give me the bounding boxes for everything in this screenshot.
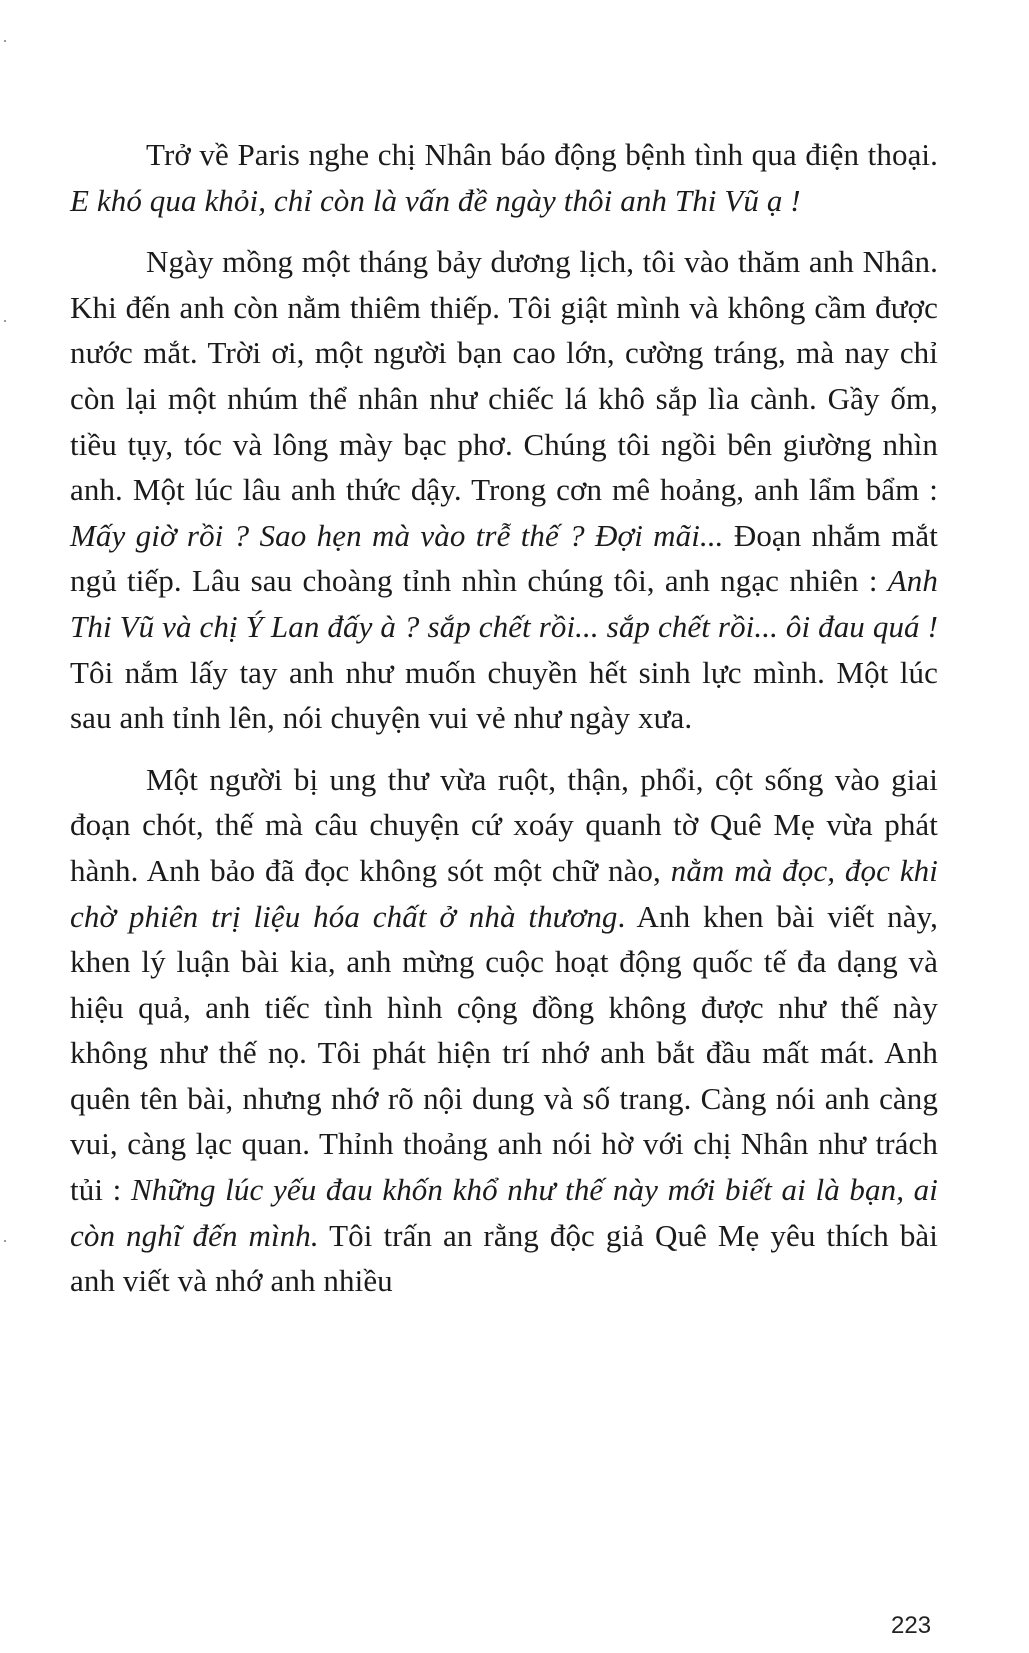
paragraph-2 — [70, 239, 938, 741]
paragraph-text: Trở về Paris nghe chị Nhân báo động bệnh tình qua điện thoại. — [146, 137, 938, 172]
paragraph-text: Một người bị ung thư vừa ruột, thận, phổi, cột sống vào giai đoạn chót, thế mà câu chuyện cứ xoáy quanh tờ Quê Mẹ vừa phát hành. Anh bảo đã đọc không sót một chữ nào, — [70, 761, 938, 888]
paragraph-text: Tôi trấn an rằng độc giả Quê Mẹ yêu thích bài anh viết và nhớ anh nhiều — [70, 1217, 938, 1299]
paragraph-1 — [70, 132, 938, 223]
paragraph-text: . Anh khen bài viết này, khen lý luận bài kia, anh mừng cuộc hoạt động quốc tế đa dạng và hiệu quả, anh tiếc tình hình cộng đồng không được như thế này không như thế nọ. Tôi phát hiện trí nhớ anh bắt đầu mất mát. Anh quên tên bài, nhưng nhớ rõ nội dung và số trang. Càng nói anh càng vui, càng lạc quan. Thỉnh thoảng anh nói hờ với chị Nhân như trách tủi : — [70, 898, 938, 1208]
paragraph-text: Đoạn nhắm mắt ngủ tiếp. Lâu sau choàng tỉnh nhìn chúng tôi, anh ngạc nhiên : — [70, 517, 939, 599]
paragraph-italic-text: nằm mà đọc, đọc khi chờ phiên trị liệu hóa chất ở nhà thương — [70, 852, 938, 934]
scan-speck — [4, 320, 6, 322]
scan-speck — [4, 40, 6, 42]
paragraph-italic-text: Mấy giờ rồi ? Sao hẹn mà vào trễ thế ? Đợi mãi... — [70, 517, 724, 553]
scan-speck — [4, 1240, 6, 1242]
body-text — [70, 132, 938, 1304]
paragraph-text: Tôi nắm lấy tay anh như muốn chuyền hết sinh lực mình. Một lúc sau anh tỉnh lên, nói chuyện vui vẻ như ngày xưa. — [70, 654, 938, 736]
paragraph-text: Ngày mồng một tháng bảy dương lịch, tôi vào thăm anh Nhân. Khi đến anh còn nằm thiêm thiếp. Tôi giật mình và không cầm được nước mắt. Trời ơi, một người bạn cao lớn, cường tráng, mà nay chỉ còn lại một nhúm thể nhân như chiếc lá khô sắp lìa cành. Gầy ốm, tiều tụy, tóc và lông mày bạc phơ. Chúng tôi ngồi bên giường nhìn anh. Một lúc lâu anh thức dậy. Trong cơn mê hoảng, anh lẩm bẩm : — [70, 244, 938, 508]
paragraph-italic-text: Anh Thi Vũ và chị Ý Lan đấy à ? sắp chết rồi... sắp chết rồi... ôi đau quá ! — [70, 563, 938, 644]
paragraph-3 — [70, 757, 938, 1304]
paragraph-italic-text: E khó qua khỏi, chỉ còn là vấn đề ngày thôi anh Thi Vũ ạ ! — [70, 182, 801, 218]
paragraph-italic-text: Những lúc yếu đau khốn khổ như thế này mới biết ai là bạn, ai còn nghĩ đến mình. — [70, 1172, 938, 1253]
page-number: 223 — [891, 1612, 932, 1639]
